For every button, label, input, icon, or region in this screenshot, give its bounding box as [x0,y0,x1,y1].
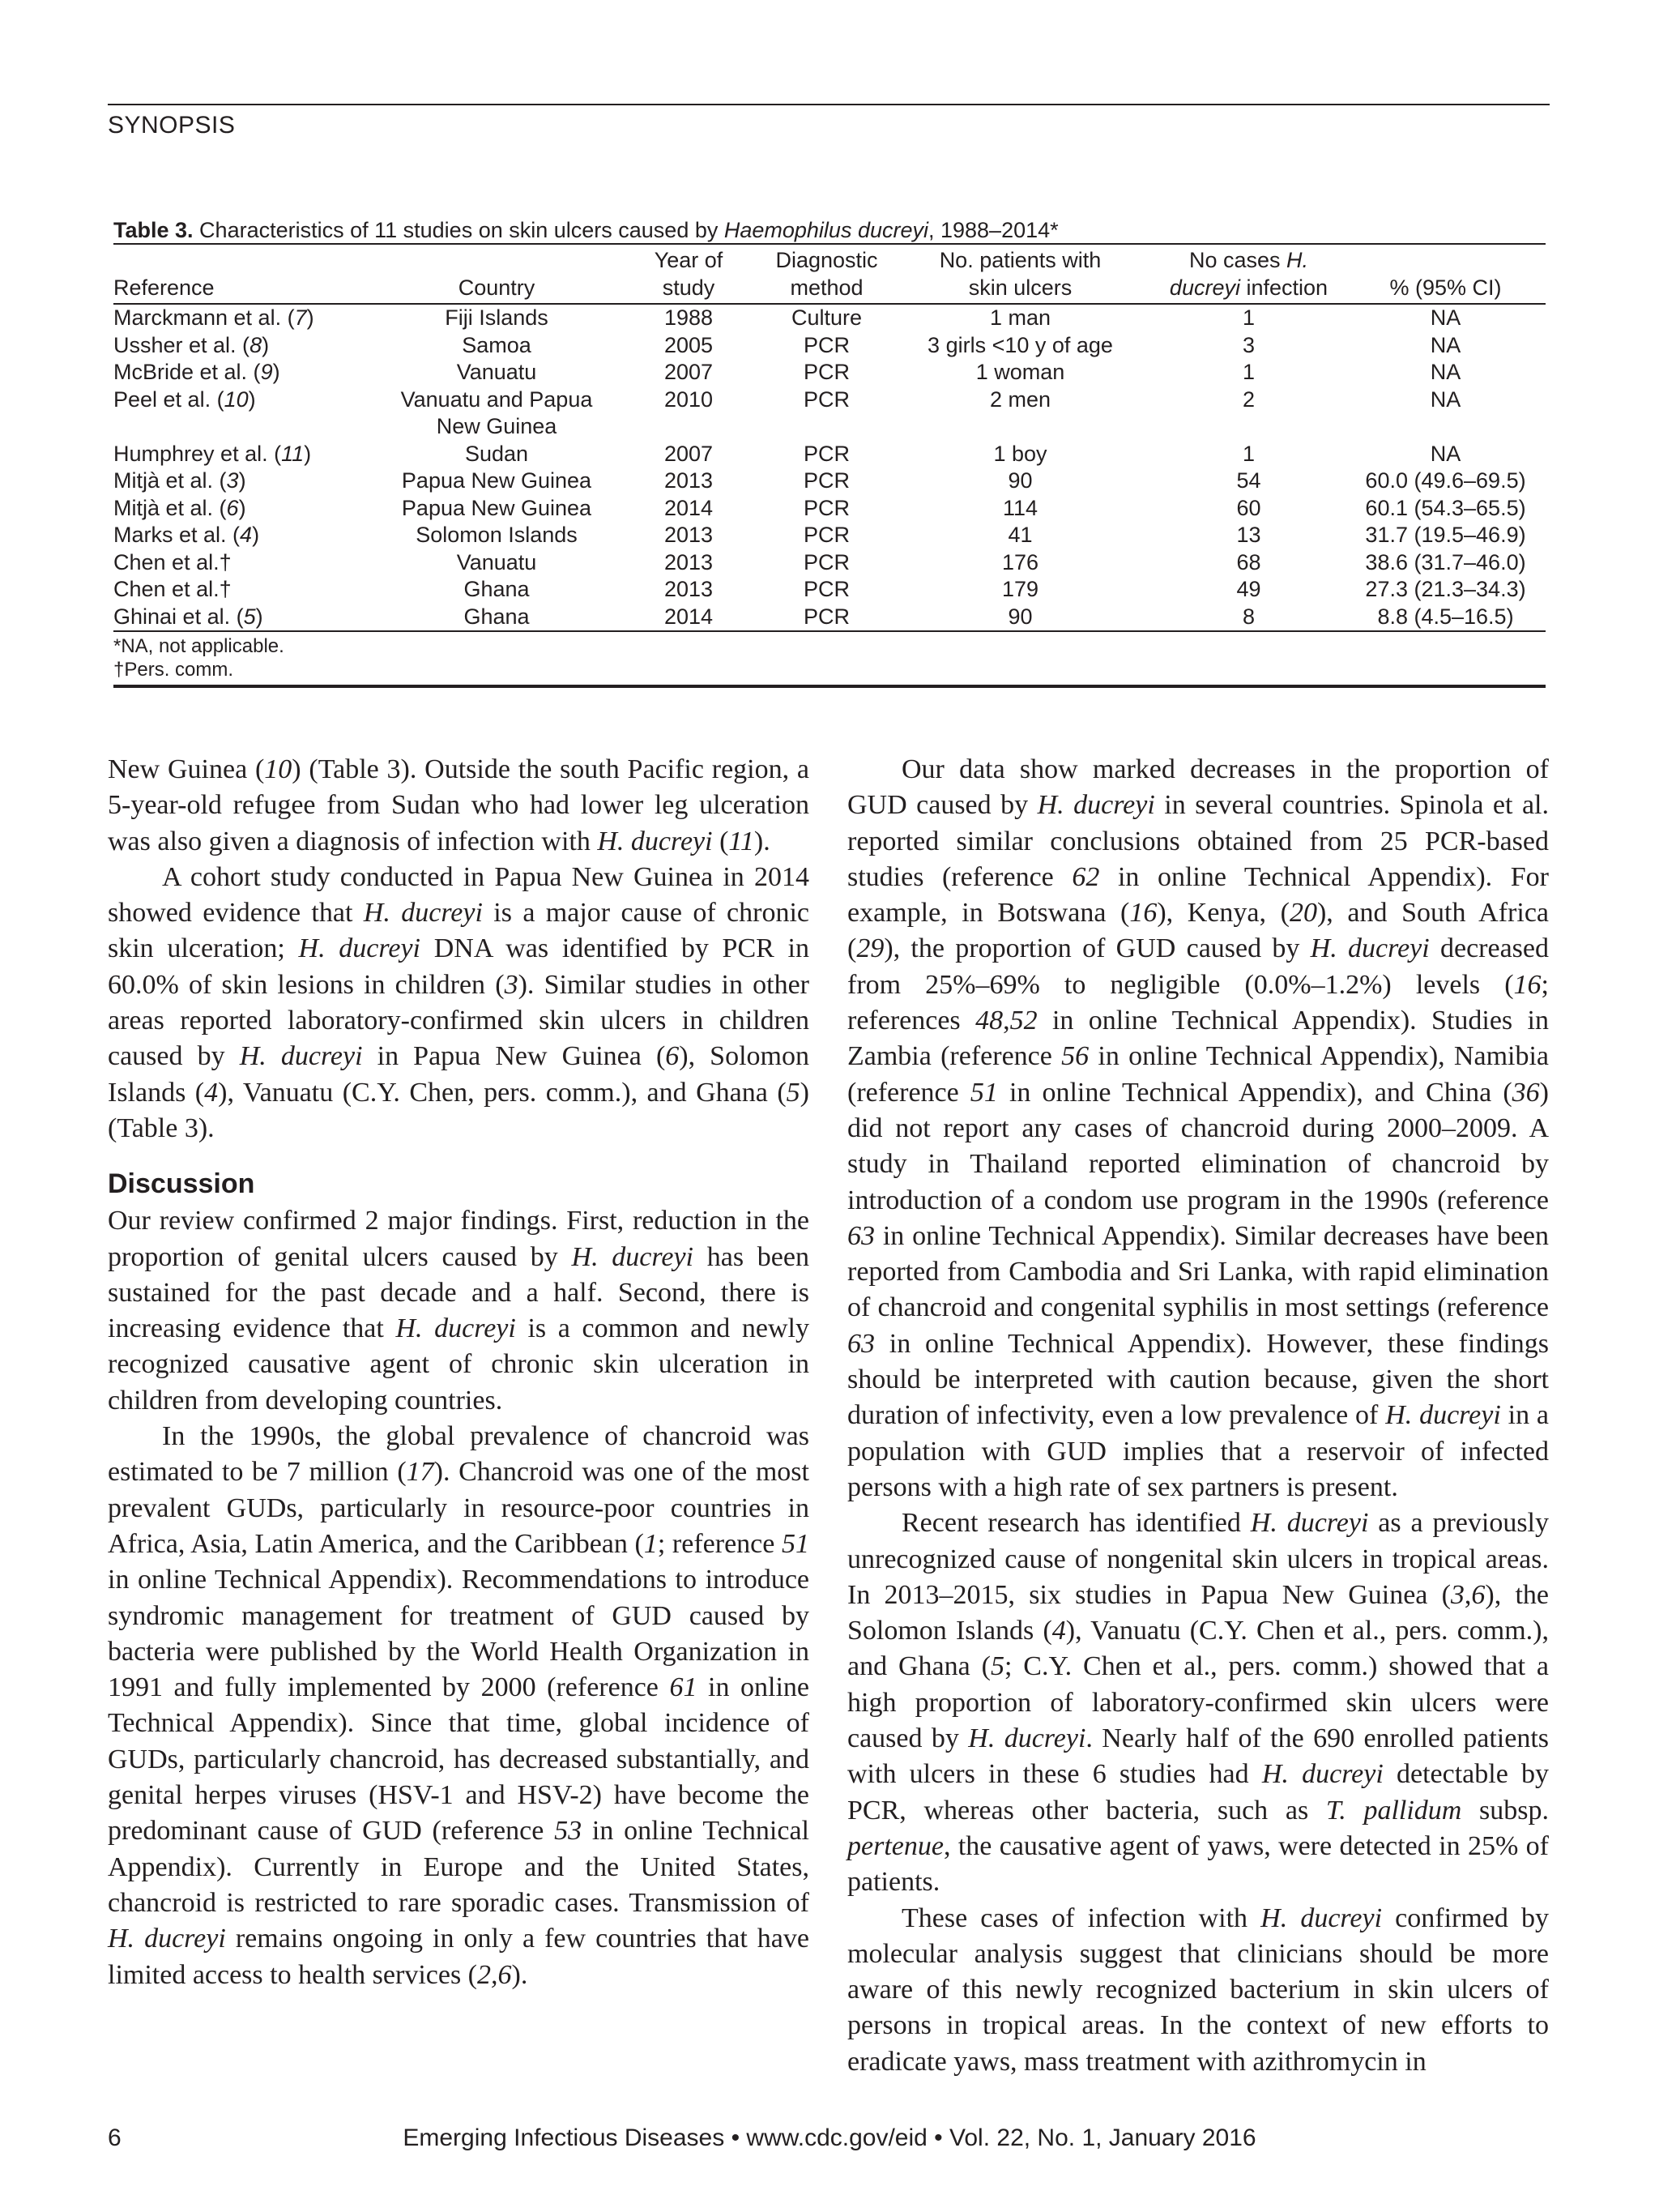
table-footnotes [113,634,1546,681]
cell-year: 2014 [612,604,765,632]
cell-reference: Marckmann et al. (7) [113,305,314,330]
table-caption-text: Characteristics of 11 studies on skin ulcers caused by [193,218,724,242]
cell-country: Samoa [462,332,531,357]
cell-reference: Marks et al. (4) [113,523,260,547]
table-header-row [113,275,1546,305]
cell-country: Ghana [381,604,612,632]
cell-percent: NA [1430,386,1461,412]
cell-patients: 90 [1008,468,1033,493]
cell-patients: 2 men [989,386,1051,412]
cell-percent: 38.6 (31.7–46.0) [1365,549,1526,574]
footnote: †Pers. comm. [113,659,234,681]
cell-country: Vanuatu and Papua New Guinea [400,386,593,438]
cell-year: 2005 [663,332,714,357]
cell-year: 2007 [663,441,714,466]
table-row [113,332,1546,360]
cell-percent: 27.3 (21.3–34.3) [1365,577,1526,601]
table-caption-range: , 1988–2014* [928,218,1059,242]
header-year: study [612,275,765,305]
cell-patients: 3 girls <10 y of age [928,332,1113,357]
cell-method: PCR [803,441,850,466]
cell-percent: NA [1430,332,1461,357]
cell-cases: 60 [1236,495,1261,520]
table-row [113,522,1546,549]
cell-method: PCR [803,577,850,601]
cell-percent: 31.7 (19.5–46.9) [1365,523,1526,547]
studies-table [113,243,1546,632]
paragraph: These cases of infection with H. ducreyi confirmed by molecular analysis suggest that clinicians should be more aware of this newly recognized bacterium in skin ulcers of persons in tropical areas. In the context of new efforts to eradicate yaws, mass treatment with azithromycin in [847,1902,1549,2077]
cell-method: PCR [765,604,889,632]
journal-footer: Emerging Infectious Diseases • www.cdc.gov/eid • Vol. 22, No. 1, January 2016 [403,2124,1256,2151]
cell-reference: Humphrey et al. (11) [113,441,312,466]
table-header-row [113,244,1546,275]
paragraph: In the 1990s, the global prevalence of chancroid was estimated to be 7 million (17). Chancroid was one of the most prevalent GUDs, particularly in resource-poor countries in Africa, Asia, Latin America, and the Caribbean (1; reference 51 in online Technical Appendix). Recommendations to introduce syndromic management for treatment of GUD caused by bacteria were published by the World Health Organization in 1991 and fully implemented by 2000 (reference 61 in online Technical Appendix). Since that time, global incidence of GUDs, particularly chancroid, has decreased substantially, and genital herpes viruses (HSV-1 and HSV-2) have become the predominant cause of GUD (reference 53 in online Technical Appendix). Currently in Europe and the United States, chancroid is restricted to rare sporadic cases. Transmission of H. ducreyi remains ongoing in only a few countries that have limited access to health services (2,6). [108,1421,809,1990]
cell-method: PCR [803,523,850,547]
section-label: SYNOPSIS [108,112,236,139]
cell-country: Fiji Islands [445,305,548,330]
header-method: method [765,275,889,305]
header-reference: Reference [113,275,381,305]
cell-cases: 13 [1236,523,1261,547]
cell-patients: 1 boy [993,441,1047,466]
cell-cases: 2 [1242,386,1256,412]
table-caption-label: Table 3. [113,218,194,242]
table-row [113,604,1546,632]
cell-method: Culture [791,305,863,330]
cell-cases: 49 [1236,577,1261,601]
paragraph: Our data show marked decreases in the proportion of GUD caused by H. ducreyi in several countries. Spinola et al. reported similar conclusions obtained from 25 PCR-based studies (reference 62 in online Technical Appendix). For example, in Botswana (16), Kenya, (20), and South Africa (29), the proportion of GUD caused by H. ducreyi decreased from 25%–69% to negligible (0.0%–1.2%) levels (16; references 48,52 in online Technical Appendix). Studies in Zambia (reference 56 in online Technical Appendix), Namibia (reference 51 in online Technical Appendix), and China (36) did not report any cases of chancroid during 2000–2009. A study in Thailand reported elimination of chancroid by introduction of a condom use program in the 1990s (reference 63 in online Technical Appendix). Similar decreases have been reported from Cambodia and Sri Lanka, with rapid elimination of chancroid and congenital syphilis in most settings (reference 63 in online Technical Appendix). However, these findings should be interpreted with caution because, given the short duration of infectivity, even a low prevalence of H. ducreyi in a population with GUD implies that a reservoir of infected persons with a high rate of sex partners is present. [847,754,1550,1502]
table-row [113,495,1546,523]
cell-year: 2007 [663,360,714,384]
table-row [113,468,1546,495]
cell-patients: 179 [1001,577,1039,601]
cell-method: PCR [803,386,850,412]
header-year: Year of [612,244,765,275]
cell-reference: Mitjà et al. (6) [113,495,246,520]
header-country: Country [381,275,612,305]
table-row [113,441,1546,468]
footnote: *NA, not applicable. [113,635,284,657]
page-number: 6 [108,2124,122,2151]
table-row [113,576,1546,604]
cell-patients: 1 woman [975,360,1065,384]
cell-country: Vanuatu [456,549,537,574]
cell-reference: Mitjà et al. (3) [113,468,246,493]
cell-country: Papua New Guinea [401,468,592,493]
cell-year: 2013 [663,468,714,493]
body-column-right [847,752,1549,2080]
cell-method: PCR [803,549,850,574]
cell-method: PCR [803,495,850,520]
cell-country: Solomon Islands [416,523,578,547]
paragraph: A cohort study conducted in Papua New Guinea in 2014 showed evidence that H. ducreyi is a major cause of chronic skin ulceration; H. ducreyi DNA was identified by PCR in 60.0% of skin lesions in children (3). Similar studies in other areas reported laboratory-confirmed skin ulcers in children caused by H. ducreyi in Papua New Guinea (6), Solomon Islands (4), Vanuatu (C.Y. Chen, pers. comm.), and Ghana (5) (Table 3). [108,861,810,1143]
table-3 [113,217,1546,688]
cell-method: PCR [803,332,850,357]
header-cases: No cases H. [1152,244,1346,275]
cell-reference: McBride et al. (9) [113,360,280,384]
cell-reference: Ghinai et al. (5) [113,604,381,632]
cell-cases: 8 [1152,604,1346,632]
cell-year: 2010 [663,386,714,412]
table-bottom-rule [113,685,1546,688]
table-caption-species: Haemophilus ducreyi [723,218,928,242]
cell-patients: 176 [1001,549,1039,574]
cell-cases: 1 [1242,305,1256,330]
table-body [113,304,1546,631]
cell-cases: 54 [1236,468,1261,493]
cell-year: 1988 [663,305,714,330]
cell-percent: NA [1430,360,1461,384]
cell-country: Papua New Guinea [401,495,592,520]
header-method: Diagnostic [765,244,889,275]
header-patients: skin ulcers [889,275,1152,305]
cell-country: Ghana [463,577,530,601]
cell-year: 2013 [663,577,714,601]
table-row [113,304,1546,332]
cell-percent: 8.8 (4.5–16.5) [1346,604,1546,632]
paragraph: Recent research has identified H. ducreyi as a previously unrecognized cause of nongenital skin ulcers in tropical areas. In 2013–2015, six studies in Papua New Guinea (3,6), the Solomon Islands (4), Vanuatu (C.Y. Chen et al., pers. comm.), and Ghana (5; C.Y. Chen et al., pers. comm.) showed that a high proportion of laboratory-confirmed skin ulcers were caused by H. ducreyi. Nearly half of the 690 enrolled patients with ulcers in these 6 studies had H. ducreyi detectable by PCR, whereas other bacteria, such as T. pallidum subsp. pertenue, the causative agent of yaws, were detected in 25% of patients. [847,1508,1549,1898]
cell-country: Sudan [464,441,529,466]
paragraph: Our review confirmed 2 major findings. First, reduction in the proportion of genital ulcers caused by H. ducreyi has been sustained for the past decade and a half. Second, there is increasing evidence that H. ducreyi is a common and newly recognized causative agent of chronic skin ulceration in children from developing countries. [108,1206,809,1416]
cell-reference: Ussher et al. (8) [113,332,270,357]
cell-percent: 60.1 (54.3–65.5) [1365,495,1526,520]
cell-patients: 90 [889,604,1152,632]
cell-patients: 114 [1002,495,1038,520]
cell-patients: 41 [1008,523,1033,547]
cell-year: 2014 [663,495,714,520]
cell-patients: 1 man [989,305,1051,330]
header-rule [108,104,1550,105]
header-cases: ducreyi infection [1152,275,1346,305]
cell-cases: 3 [1242,332,1256,357]
table-row [113,549,1546,577]
cell-cases: 68 [1236,549,1261,574]
table-row [113,386,1546,441]
cell-reference: Peel et al. (10) [113,386,256,412]
paragraph: New Guinea (10) (Table 3). Outside the south Pacific region, a 5-year-old refugee from Sudan who had lower leg ulceration was also given a diagnosis of infection with H. ducreyi (11). [108,754,809,856]
table-caption [113,217,1546,243]
cell-cases: 1 [1242,441,1256,466]
cell-year: 2013 [663,549,714,574]
header-percent: % (95% CI) [1346,275,1546,305]
cell-method: PCR [803,468,850,493]
cell-percent: 60.0 (49.6–69.5) [1365,468,1526,493]
cell-year: 2013 [663,523,714,547]
cell-percent: NA [1430,441,1461,466]
cell-reference: Chen et al.† [113,549,232,574]
cell-country: Vanuatu [456,360,537,384]
body-column-left [108,752,809,1993]
cell-reference: Chen et al.† [113,577,232,601]
header-patients: No. patients with [889,244,1152,275]
cell-percent: NA [1430,305,1461,330]
cell-cases: 1 [1242,360,1256,384]
table-row [113,359,1546,386]
section-heading: Discussion [108,1168,255,1200]
cell-method: PCR [803,360,850,384]
